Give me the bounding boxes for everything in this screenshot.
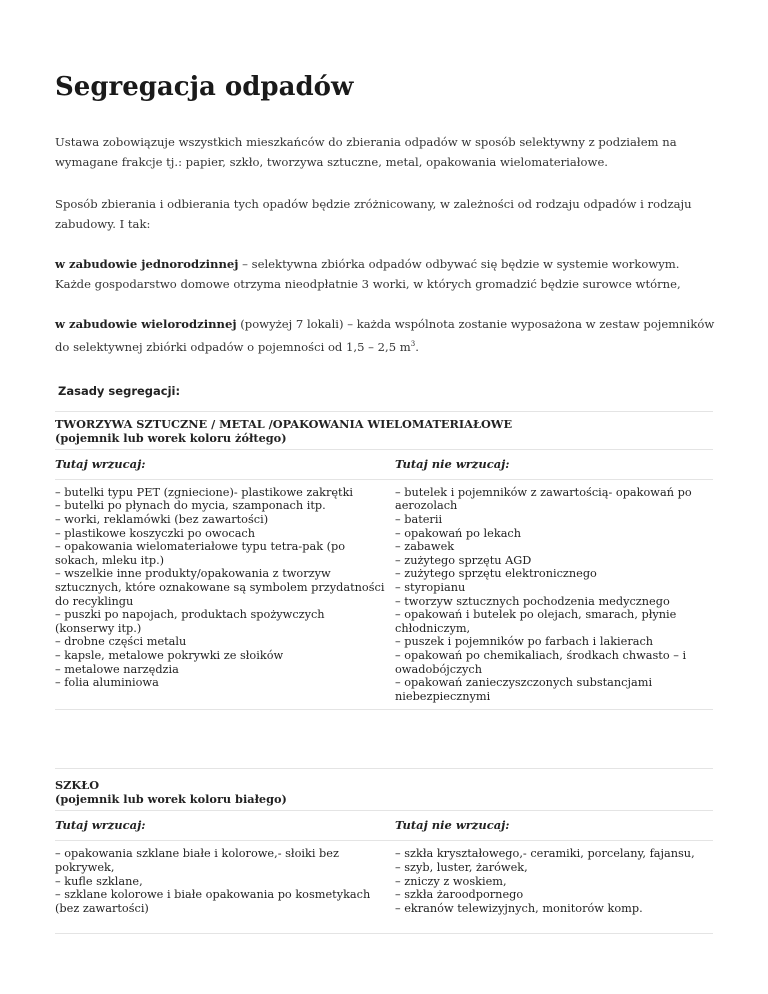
list-item: – opakowań po chemikaliach, środkach chwasto – i owadobójczych	[395, 648, 687, 676]
list-item: – ekranów telewizyjnych, monitorów komp.	[395, 901, 643, 915]
item-lists	[55, 480, 715, 710]
item-lists	[55, 841, 715, 921]
column-headers	[55, 811, 715, 840]
intro-paragraph-1: Ustawa zobowiązuje wszystkich mieszkańców do zbierania odpadów w sposób selektywny z podziałem na wymagane frakcje tj.: papier, szkło, tworzywa sztuczne, metal, opakowania wielomateriałowe.	[55, 135, 677, 169]
list-item: – puszek i pojemników po farbach i lakierach	[395, 635, 654, 649]
list-item: – kufle szklane,	[55, 874, 143, 888]
allowed-heading: Tutaj wrzucaj:	[55, 456, 146, 471]
allowed-heading: Tutaj wrzucaj:	[55, 818, 146, 833]
list-item: – szyb, luster, żarówek,	[395, 860, 528, 874]
list-item: – butelki typu PET (zgniecione)- plastikowe zakrętki	[55, 485, 354, 499]
list-item: – butelki po płynach do mycia, szamponach itp.	[55, 499, 326, 513]
list-item: – folia aluminiowa	[55, 676, 159, 690]
section-plastics-metal	[55, 411, 715, 711]
list-item: – puszki po napojach, produktach spożywczych (konserwy itp.)	[55, 608, 325, 635]
allowed-list	[55, 480, 385, 710]
single-family-label: w zabudowie jednorodzinnej	[55, 257, 239, 271]
forbidden-heading: Tutaj nie wrzucaj:	[395, 456, 510, 471]
list-item: – worki, reklamówki (bez zawartości)	[55, 513, 269, 527]
list-item: – opakowania wielomateriałowe typu tetra-pak (po sokach, mleku itp.)	[55, 540, 346, 567]
list-item: – opakowań i butelek po olejach, smarach, płynie chłodniczym,	[395, 608, 677, 635]
section-title-text: SZKŁO	[55, 778, 100, 793]
section-title-text: TWORZYWA SZTUCZNE / METAL /OPAKOWANIA WIELOMATERIAŁOWE	[55, 416, 513, 431]
multi-family-paragraph	[55, 314, 715, 357]
single-family-text: – selektywna zbiórka odpadów odbywać się będzie w systemie workowym. Każde gospodarstwo domowe otrzyma nieodpłatnie 3 worki, w których gromadzić będzie surowce wtórne,	[55, 257, 681, 291]
list-item: – opakowań zanieczyszczonych substancjami niebezpiecznymi	[395, 676, 653, 703]
list-item: – opakowania szklane białe i kolorowe,- słoiki bez pokrywek,	[55, 847, 339, 874]
cubic-superscript: 3	[410, 340, 416, 348]
forbidden-list	[395, 480, 715, 710]
intro-paragraph-2: Sposób zbierania i odbierania tych opadów będzie zróżnicowany, w zależności od rodzaju odpadów i rodzaju zabudowy. I tak:	[55, 197, 692, 231]
list-item: – kapsle, metalowe pokrywki ze słoików	[55, 648, 284, 662]
list-item: – szklane kolorowe i białe opakowania po kosmetykach (bez zawartości)	[55, 888, 371, 915]
list-item: – wszelkie inne produkty/opakowania z tworzyw sztucznych, które oznakowane są symbolem przydatności do recyklingu	[55, 567, 385, 608]
allowed-list	[55, 841, 385, 921]
single-family-paragraph	[55, 254, 715, 294]
list-item: – tworzyw sztucznych pochodzenia medycznego	[395, 594, 670, 608]
list-item: – szkła kryształowego,- ceramiki, porcelany, fajansu,	[395, 847, 695, 861]
forbidden-list	[395, 841, 715, 921]
divider	[55, 933, 713, 934]
list-item: – plastikowe koszyczki po owocach	[55, 526, 256, 540]
section-glass	[55, 768, 715, 934]
list-item: – zabawek	[395, 540, 455, 554]
document-page	[55, 0, 715, 934]
forbidden-heading: Tutaj nie wrzucaj:	[395, 818, 510, 833]
multi-family-end: .	[415, 339, 419, 354]
multi-family-text: (powyżej 7 lokali) – każda wspólnota zostanie wyposażona w zestaw pojemników do selektywnej zbiórki odpadów o pojemności od 1,5 – 2,5 m	[55, 317, 715, 354]
column-headers	[55, 450, 715, 479]
divider	[55, 709, 713, 710]
list-item: – zniczy z woskiem,	[395, 874, 507, 888]
list-item: – opakowań po lekach	[395, 526, 522, 540]
list-item: – zużytego sprzętu AGD	[395, 553, 532, 567]
list-item: – szkła żaroodpornego	[395, 888, 524, 902]
multi-family-label: w zabudowie wielorodzinnej	[55, 317, 237, 331]
page-title: Segregacja odpadów	[55, 72, 354, 102]
list-item: – drobne części metalu	[55, 635, 187, 649]
section-title	[55, 412, 715, 449]
section-subtitle: (pojemnik lub worek koloru żółtego)	[55, 430, 287, 445]
list-item: – butelek i pojemników z zawartością- opakowań po aerozolach	[395, 485, 692, 513]
list-item: – zużytego sprzętu elektronicznego	[395, 567, 597, 581]
section-title	[55, 769, 715, 810]
rules-heading: Zasady segregacji:	[58, 383, 181, 398]
section-subtitle: (pojemnik lub worek koloru białego)	[55, 792, 287, 807]
list-item: – styropianu	[395, 581, 466, 595]
list-item: – metalowe narzędzia	[55, 662, 179, 676]
list-item: – baterii	[395, 513, 443, 527]
